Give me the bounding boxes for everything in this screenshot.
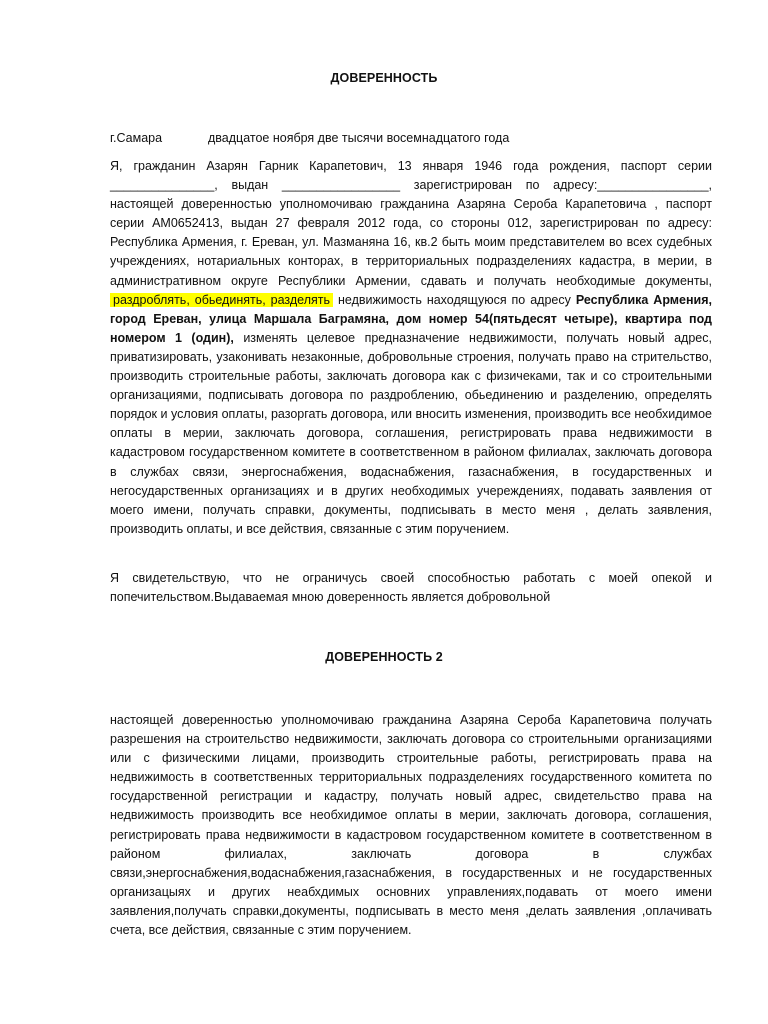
document-title-2: ДОВЕРЕННОСТЬ 2 (325, 650, 443, 664)
city: г.Самара (110, 131, 163, 145)
paragraph-main-text-1: Я, гражданин Азарян Гарник Карапетович, 13 января 1946 года рождения, паспорт серии _______________, выдан _________________ зарегистрирован по адресу:________________, настоящей доверенностью уполномочиваю гражданина Азаряна Сероба Карапетовича , паспорт серии АМ0652413, выдан 27 февраля 2012 года, со стороны 012, зарегистрирован по адресу: Республика Армения, г. Ереван, ул. Мазманяна 16, кв.2 быть моим представителем во всех судебных учреждениях, нотариальных конторах, в территориальных подразделениях кадастра, в мерии, в административном округе Республики Армении, сдавать и получать необходимые документы, (110, 159, 712, 288)
date-line (110, 131, 509, 145)
paragraph-main (110, 157, 712, 539)
paragraph-main-text-3: изменять целевое предназначение недвижимости, получать новый адрес, приватизировать, узаконивать незаконные, добровольные строения, получать право на стрительство, производить строительные работы, заключать договора как с физичеками, так и со строительными организациями, подписывать договора по раздроблению, обьединению и разделению, определять порядок и условия оплаты, разоргать договора, или вносить изменения, производить все необхидимое оплаты в мерии, заключать договора, соглашения, регистрировать права недвижимости в кадастровом государственном комитете в соответственном в районом филиалах, заключать договора в службах связи, энергоснабжения, водаснабжения, газаснабжения, в государственных и негосударственных организациях и в других необходимых учереждениях, подавать заявления от моего имени, получать справки, документы, подписывать в место меня , делать заявления, производить оплаты, и все действия, связанные с этим поручением. (110, 330, 712, 536)
paragraph-attestation: Я свидетельствую, что не ограничусь своей способностью работать с моей опекой и попечительством.Выдаваемая мною доверенность является добровольной (110, 571, 712, 605)
paragraph-main-text-2: недвижимость находящуюся по адресу (337, 292, 571, 307)
date: двадцатое ноября две тысячи восемнадцатого года (208, 131, 510, 145)
paragraph-second: настоящей доверенностью уполномочиваю гражданина Азаряна Сероба Карапетовича получать разрешения на строительство недвижимости, заключать договора со строительными организациями или с физическими лицами, производить строительные работы, регистрировать права на недвижимость в соответственных территориальных подразделениях государственного комитета по государственной регистрации и кадастру, получать новый адрес, свидетельство права на недвижимость производить все необхидимое оплаты в мерии, заключать договора, соглашения, регистрировать права недвижимости в кадастровом государственном комитете в соответственном в районом филиалах, заключать договора в службах связи,энергоснабжения,водаснабжения,газаснабжения, в государственных и не государственных организацыях и других неабхдимых основних управлениях,подавать от моего имени заявления,получать справки,документы, подписывать в место меня ,делать заявления ,оплачивать счета, все действия, связанные с этим поручением. (110, 713, 712, 938)
property-address: Республика Армения, город Ереван, улица Маршала Баграмяна, дом номер 54(пятьдесят четыре), квартира под номером 1 (один), (110, 292, 713, 345)
document-title: ДОВЕРЕННОСТЬ (330, 71, 438, 85)
highlighted-text: раздроблять, обьединять, разделять (110, 293, 333, 307)
